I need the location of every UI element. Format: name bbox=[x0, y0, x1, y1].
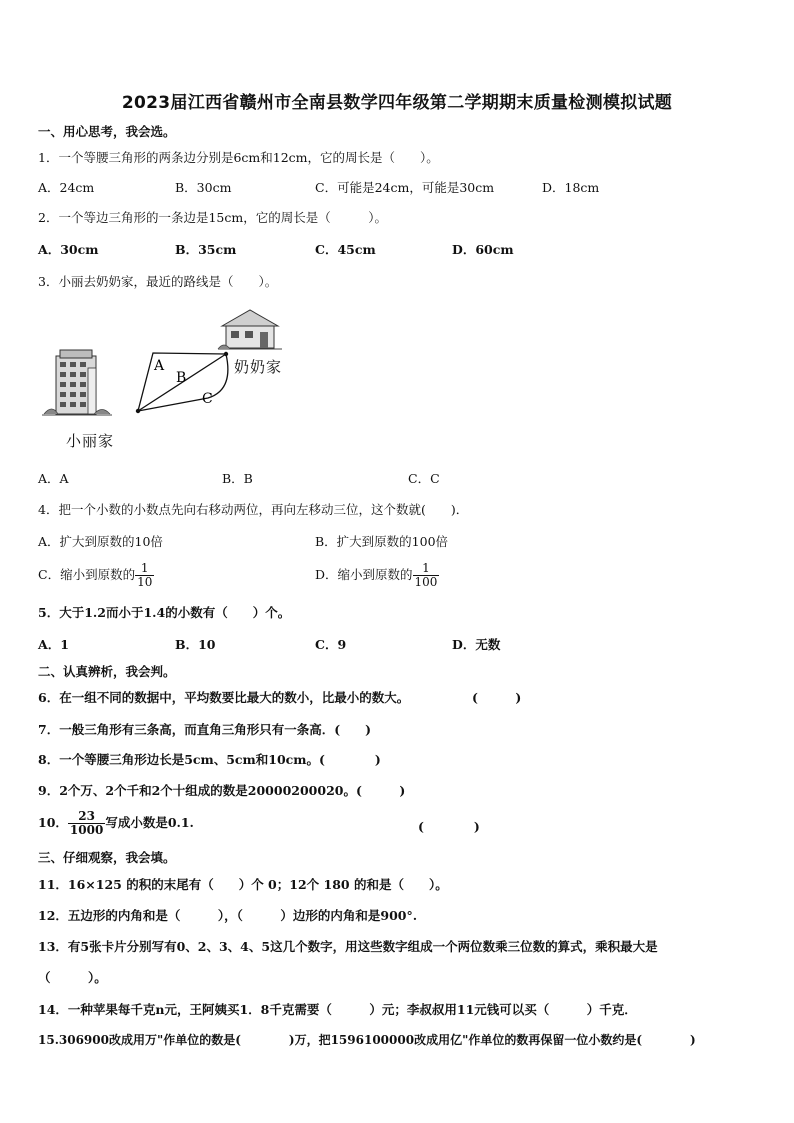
section-heading-3: 三、仔细观察，我会填。 bbox=[38, 850, 176, 865]
q3-option-c[interactable]: C．C bbox=[408, 471, 440, 486]
section-heading-1: 一、用心思考，我会选。 bbox=[38, 124, 176, 139]
q9-stem: 9．2个万、2个千和2个十组成的数是20000200020。( ) bbox=[38, 783, 406, 798]
route-b-label: B bbox=[176, 370, 187, 386]
q2-option-a[interactable]: A．30cm bbox=[38, 242, 99, 257]
q5-option-a[interactable]: A．1 bbox=[38, 637, 69, 652]
q4-option-a[interactable]: A．扩大到原数的10倍 bbox=[38, 534, 163, 549]
q10-stem: 10． $\frac{23}{1000}$ 写成小数是0.1. bbox=[38, 808, 194, 837]
q10-answer-blank[interactable]: ( ) bbox=[418, 819, 480, 834]
q4-option-c-prefix: C．缩小到原数的 bbox=[38, 567, 136, 582]
apartment-building-icon bbox=[42, 350, 112, 415]
q11-stem: 11．16×125 的积的末尾有（ ）个 0；12个 180 的和是（ ）。 bbox=[38, 877, 448, 892]
q2-stem: 2．一个等边三角形的一条边是15cm，它的周长是（ ）。 bbox=[38, 210, 387, 225]
q8-stem: 8．一个等腰三角形边长是5cm、5cm和10cm。( ) bbox=[38, 752, 381, 767]
q1-option-d[interactable]: D．18cm bbox=[542, 180, 600, 195]
q1-option-a[interactable]: A．24cm bbox=[38, 180, 95, 195]
q15-stem: 15.306900改成用万"作单位的数是( )万，把1596100000改成用亿"作单位的数再保留一位小数约是( ) bbox=[38, 1033, 696, 1047]
house-icon bbox=[218, 310, 282, 349]
q13-stem: 13．有5张卡片分别写有0、2、3、4、5这几个数字，用这些数字组成一个两位数乘三位数的算式，乘积最大是 bbox=[38, 939, 658, 954]
q5-option-d[interactable]: D．无数 bbox=[452, 637, 501, 652]
q1-option-c[interactable]: C．可能是24cm，可能是30cm bbox=[315, 180, 495, 195]
q3-route-figure bbox=[38, 306, 308, 456]
q5-stem: 5．大于1.2而小于1.4的小数有（ ）个。 bbox=[38, 605, 291, 620]
q7-stem: 7．一般三角形有三条高，而直角三角形只有一条高．( ) bbox=[38, 722, 372, 737]
route-a-label: A bbox=[154, 358, 165, 374]
q4-option-b[interactable]: B．扩大到原数的100倍 bbox=[315, 534, 449, 549]
q5-option-b[interactable]: B．10 bbox=[175, 637, 216, 652]
q4-option-d-prefix: D．缩小到原数的 bbox=[315, 567, 413, 582]
grandma-house-label: 奶奶家 bbox=[234, 358, 283, 376]
q6-stem: 6．在一组不同的数据中，平均数要比最大的数小，比最小的数大。 bbox=[38, 690, 410, 705]
q2-option-b[interactable]: B．35cm bbox=[175, 242, 237, 257]
q1-stem: 1．一个等腰三角形的两条边分别是6cm和12cm，它的周长是（ ）。 bbox=[38, 150, 439, 165]
q2-option-c[interactable]: C．45cm bbox=[315, 242, 376, 257]
fraction-23-1000: $\frac{23}{1000}$ bbox=[69, 808, 104, 837]
q3-option-a[interactable]: A．A bbox=[38, 471, 69, 486]
q4-option-d[interactable] bbox=[315, 560, 439, 590]
q4-stem: 4．把一个小数的小数点先向右移动两位，再向左移动三位，这个数就( )． bbox=[38, 502, 469, 517]
xiaoli-house-label: 小丽家 bbox=[66, 432, 115, 450]
q1-option-b[interactable]: B．30cm bbox=[175, 180, 232, 195]
q5-option-c[interactable]: C．9 bbox=[315, 637, 347, 652]
fraction-1-100: $\frac{1}{100}$ bbox=[414, 560, 438, 589]
q12-stem: 12．五边形的内角和是（ ），（ ）边形的内角和是900°. bbox=[38, 908, 418, 923]
q6-answer-blank[interactable]: ( ) bbox=[472, 690, 522, 705]
q4-option-c[interactable] bbox=[38, 560, 154, 590]
page-title: 2023届江西省赣州市全南县数学四年级第二学期期末质量检测模拟试题 bbox=[121, 93, 673, 113]
q2-option-d[interactable]: D．60cm bbox=[452, 242, 514, 257]
q14-stem: 14．一种苹果每千克n元，王阿姨买1．8千克需要（ ）元；李叔叔用11元钱可以买（ ）千克． bbox=[38, 1002, 637, 1017]
q3-option-b[interactable]: B．B bbox=[222, 471, 253, 486]
fraction-1-10: $\frac{1}{10}$ bbox=[137, 560, 153, 589]
q13-answer-blank[interactable]: （ ）。 bbox=[38, 970, 107, 985]
route-c-label: C bbox=[202, 391, 213, 407]
section-heading-2: 二、认真辨析，我会判。 bbox=[38, 664, 176, 679]
q3-stem: 3．小丽去奶奶家，最近的路线是（ ）。 bbox=[38, 274, 278, 289]
